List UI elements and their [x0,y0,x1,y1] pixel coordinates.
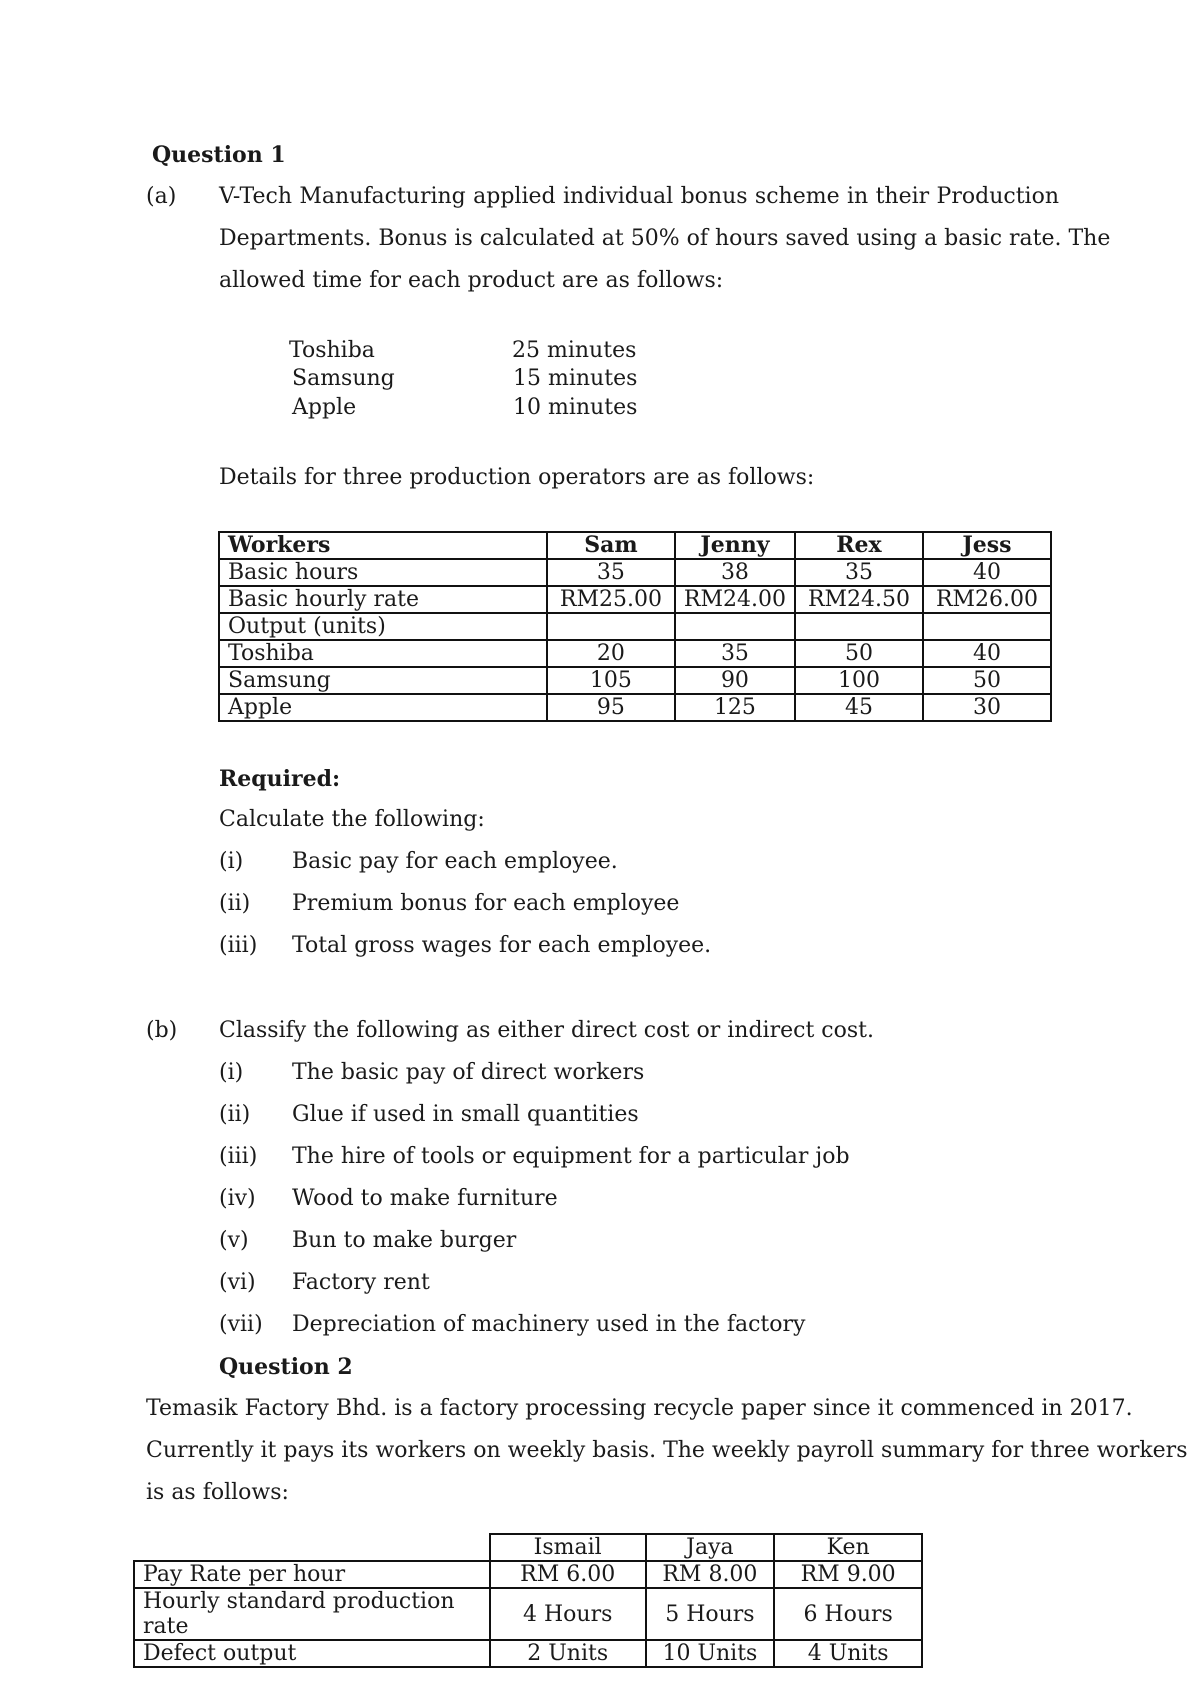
table-row [134,1588,922,1640]
table-cell: RM25.00 [547,586,675,613]
table-header: Jenny [675,532,795,559]
table-cell [795,613,923,640]
item-text: Basic pay for each employee. [292,849,618,874]
item-text: The basic pay of direct workers [292,1060,645,1085]
item-number: (vii) [219,1312,263,1337]
table-row [219,586,1051,613]
table-cell: 35 [675,640,795,667]
table-cell: 45 [795,694,923,721]
table-cell: 20 [547,640,675,667]
table-cell: 40 [923,640,1051,667]
table-cell: RM26.00 [923,586,1051,613]
table-cell: Toshiba [219,640,547,667]
item-text: Premium bonus for each employee [292,891,680,916]
allowed-time: 15 minutes [513,366,638,391]
table-row [219,640,1051,667]
item-text: Depreciation of machinery used in the factory [292,1312,806,1337]
allowed-product: Apple [292,395,357,420]
item-text: Factory rent [292,1270,430,1295]
item-number: (iii) [219,933,258,958]
part-a-line-1: V-Tech Manufacturing applied individual bonus scheme in their Production [219,184,1059,209]
table-cell: 105 [547,667,675,694]
table-cell [547,613,675,640]
table-cell [923,613,1051,640]
table-cell: Defect output [134,1640,490,1667]
allowed-time: 25 minutes [512,338,637,363]
table-cell [675,613,795,640]
table-header-empty [134,1534,490,1561]
item-number: (i) [219,1060,244,1085]
table-cell: 10 Units [646,1640,775,1667]
table-cell: 4 Units [774,1640,922,1667]
table-row [134,1561,922,1588]
item-text: Wood to make furniture [292,1186,558,1211]
item-text: Total gross wages for each employee. [292,933,712,958]
item-number: (vi) [219,1270,256,1295]
table-cell: 35 [795,559,923,586]
q2-line-3: is as follows: [146,1480,289,1505]
table-cell: Apple [219,694,547,721]
table-header-row [219,532,1051,559]
part-a-line-3: allowed time for each product are as follows: [219,268,724,293]
table-cell: Samsung [219,667,547,694]
q2-line-2: Currently it pays its workers on weekly basis. The weekly payroll summary for three workers [146,1438,1188,1463]
part-b-intro: Classify the following as either direct cost or indirect cost. [219,1018,874,1043]
item-number: (ii) [219,891,251,916]
table-cell: Basic hours [219,559,547,586]
table-cell: 125 [675,694,795,721]
table-cell: Hourly standard production rate [134,1588,490,1640]
table-row [219,559,1051,586]
table-cell: Output (units) [219,613,547,640]
allowed-time: 10 minutes [513,395,638,420]
item-text: Glue if used in small quantities [292,1102,639,1127]
item-text: Bun to make burger [292,1228,517,1253]
item-number: (ii) [219,1102,251,1127]
table-cell: Pay Rate per hour [134,1561,490,1588]
details-intro: Details for three production operators are as follows: [219,465,815,490]
question-1-title: Question 1 [152,142,286,168]
table-header: Rex [795,532,923,559]
q2-line-1: Temasik Factory Bhd. is a factory processing recycle paper since it commenced in 2017. [146,1396,1133,1421]
table-header: Workers [219,532,547,559]
table-cell: 38 [675,559,795,586]
table-cell: RM 8.00 [646,1561,775,1588]
required-label: Required: [219,766,341,792]
item-text: The hire of tools or equipment for a particular job [292,1144,850,1169]
table-cell: RM 9.00 [774,1561,922,1588]
item-number: (i) [219,849,244,874]
table-cell: 5 Hours [646,1588,775,1640]
table-cell: 95 [547,694,675,721]
table-header: Sam [547,532,675,559]
table-row [219,667,1051,694]
table-row [219,694,1051,721]
table-cell: RM24.00 [675,586,795,613]
table-cell: RM 6.00 [490,1561,646,1588]
allowed-product: Toshiba [289,338,375,363]
table-header-row [134,1534,922,1561]
part-a-label: (a) [146,184,177,209]
table-cell: 90 [675,667,795,694]
table-cell: 2 Units [490,1640,646,1667]
part-b-label: (b) [146,1018,178,1043]
table-cell: 4 Hours [490,1588,646,1640]
item-number: (v) [219,1228,249,1253]
table-row [219,613,1051,640]
part-a-line-2: Departments. Bonus is calculated at 50% of hours saved using a basic rate. The [219,226,1111,251]
table-cell: 50 [795,640,923,667]
table-cell: 50 [923,667,1051,694]
table-cell: 35 [547,559,675,586]
table-header: Ken [774,1534,922,1561]
item-number: (iv) [219,1186,256,1211]
table-cell: 6 Hours [774,1588,922,1640]
table-row [134,1640,922,1667]
payroll-table [133,1533,923,1668]
allowed-product: Samsung [292,366,395,391]
table-header: Ismail [490,1534,646,1561]
table-cell: RM24.50 [795,586,923,613]
table-cell: Basic hourly rate [219,586,547,613]
question-2-title: Question 2 [219,1354,353,1380]
table-header: Jess [923,532,1051,559]
table-cell: 100 [795,667,923,694]
calculate-intro: Calculate the following: [219,807,485,832]
table-cell: 30 [923,694,1051,721]
table-cell: 40 [923,559,1051,586]
workers-table [218,531,1052,722]
table-header: Jaya [646,1534,775,1561]
item-number: (iii) [219,1144,258,1169]
